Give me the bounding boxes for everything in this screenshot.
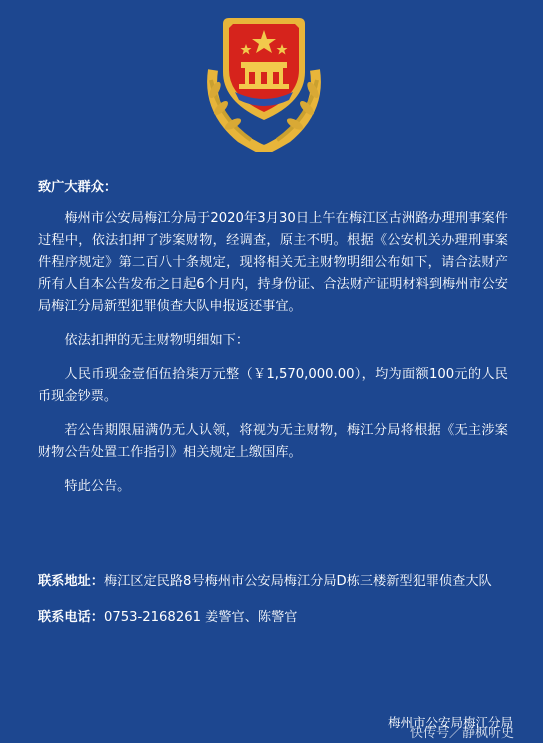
notice-body: [38, 178, 508, 510]
notice-paragraph-2: 依法扣押的无主财物明细如下：: [64, 333, 250, 348]
contact-address-value: 梅江区定民路8号梅州市公安局梅江分局D栋三楼新型犯罪侦查大队: [103, 574, 492, 589]
contact-phone-label: 联系电话：: [38, 610, 104, 625]
notice-paragraph-1: 梅州市公安局梅江分局于2020年3月30日上午在梅江区古洲路办理刑事案件过程中，依法扣押了涉案财物，经调查，原主不明。根据《公安机关办理刑事案件程序规定》第二百八十条规定，现将相关无主财物明细公布如下，请合法财产所有人自本公告发布之日起6个月内，持身份证、合法财产证明材料到梅州市公安局梅江分局新型犯罪侦查大队申报返还事宜。: [38, 211, 508, 314]
police-emblem-icon: [201, 10, 327, 152]
notice-paragraph-4: 若公告期限届满仍无人认领，将视为无主财物，梅江分局将根据《无主涉案财物公告处置工作指引》相关规定上缴国库。: [38, 423, 508, 460]
notice-paragraph-3: 人民币现金壹佰伍拾柒万元整（￥1,570,000.00），均为面额100元的人民币现金钞票。: [38, 367, 508, 404]
contact-phone-value: 0753-2168261 姜警官、陈警官: [103, 610, 298, 625]
watermark: 快传号／静枫听史: [410, 726, 515, 741]
notice-greeting: 致广大群众：: [38, 180, 118, 195]
contact-address: [38, 572, 518, 592]
contact-phone: [38, 608, 518, 628]
contact-address-label: 联系地址：: [38, 574, 104, 589]
footer-organization: 梅州市公安局梅江分局: [388, 715, 514, 730]
notice-paragraph-5: 特此公告。: [64, 479, 131, 494]
